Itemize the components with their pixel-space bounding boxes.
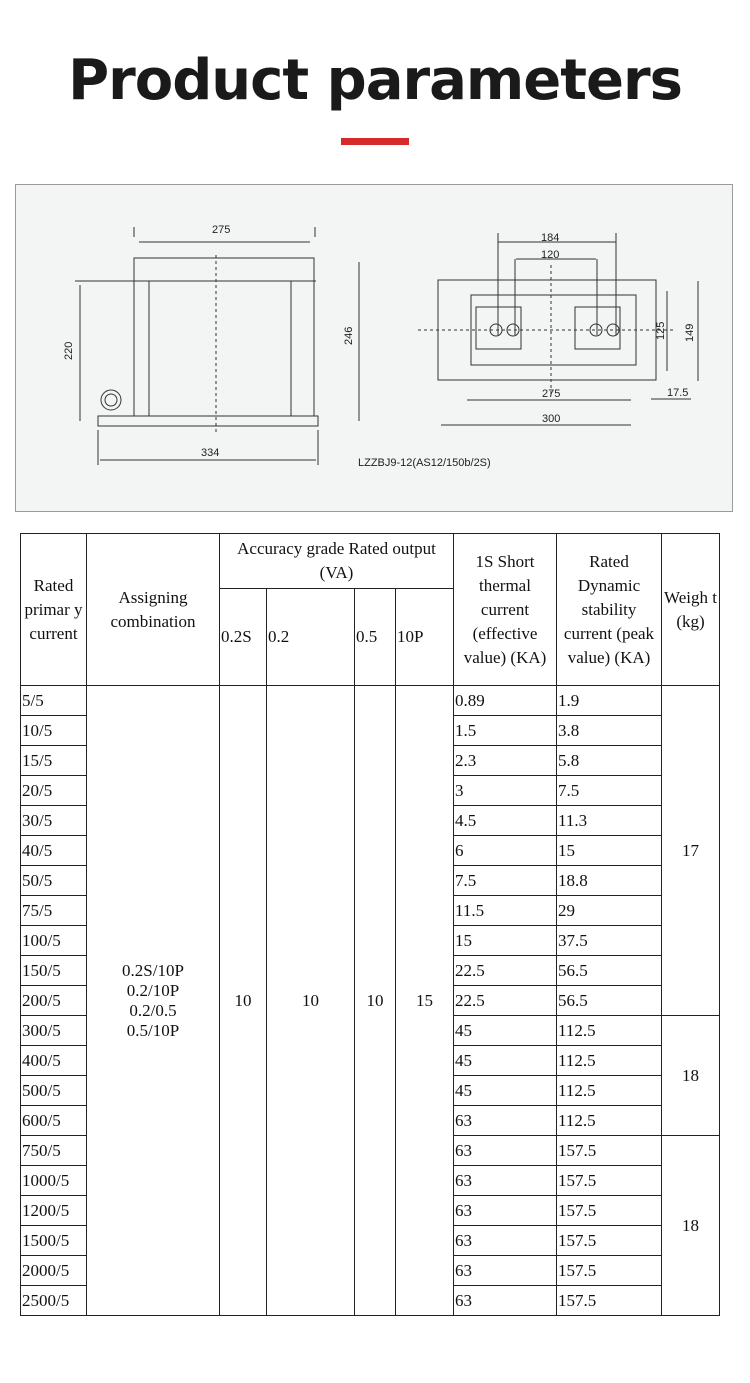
rated-primary-cell: 100/5 [21, 926, 87, 956]
dynamic-current-cell: 3.8 [557, 716, 662, 746]
dynamic-current-cell: 112.5 [557, 1076, 662, 1106]
rated-primary-cell: 600/5 [21, 1106, 87, 1136]
dynamic-current-cell: 18.8 [557, 866, 662, 896]
rated-primary-cell: 200/5 [21, 986, 87, 1016]
rated-primary-cell: 1000/5 [21, 1166, 87, 1196]
rated-primary-cell: 300/5 [21, 1016, 87, 1046]
accuracy-output-cell: 10 [267, 686, 355, 1316]
dynamic-current-cell: 5.8 [557, 746, 662, 776]
parameters-table [20, 533, 720, 1316]
dim-front-height-right: 246 [343, 326, 355, 345]
rated-primary-cell: 15/5 [21, 746, 87, 776]
dim-side-outer: 184 [541, 232, 560, 244]
dim-side-h2: 149 [684, 323, 696, 342]
thermal-current-cell: 15 [454, 926, 557, 956]
thermal-current-cell: 6 [454, 836, 557, 866]
dynamic-current-cell: 56.5 [557, 986, 662, 1016]
dynamic-current-cell: 37.5 [557, 926, 662, 956]
dynamic-current-cell: 1.9 [557, 686, 662, 716]
rated-primary-cell: 40/5 [21, 836, 87, 866]
thermal-current-cell: 63 [454, 1286, 557, 1316]
dynamic-current-cell: 157.5 [557, 1196, 662, 1226]
dim-side-w2: 300 [542, 413, 561, 425]
header-acc-0.5: 0.5 [355, 589, 396, 686]
accuracy-output-cell: 10 [220, 686, 267, 1316]
dim-side-offset: 17.5 [667, 387, 689, 399]
rated-primary-cell: 1200/5 [21, 1196, 87, 1226]
thermal-current-cell: 4.5 [454, 806, 557, 836]
rated-primary-cell: 2000/5 [21, 1256, 87, 1286]
dynamic-current-cell: 56.5 [557, 956, 662, 986]
thermal-current-cell: 0.89 [454, 686, 557, 716]
dynamic-current-cell: 157.5 [557, 1286, 662, 1316]
dim-side-h1: 125 [655, 321, 667, 340]
thermal-current-cell: 63 [454, 1166, 557, 1196]
dim-front-width: 275 [212, 224, 231, 236]
weight-cell: 18 [662, 1136, 720, 1316]
rated-primary-cell: 500/5 [21, 1076, 87, 1106]
header-dynamic: Rated Dynamic stability current (peak value) (KA) [557, 534, 662, 686]
thermal-current-cell: 63 [454, 1136, 557, 1166]
page-title: Product parameters [68, 48, 682, 113]
side-view [418, 232, 698, 425]
assigning-combination-cell: 0.2S/10P 0.2/10P 0.2/0.5 0.5/10P [87, 686, 220, 1316]
thermal-current-cell: 63 [454, 1106, 557, 1136]
header-assigning: Assigning combination [87, 534, 220, 686]
dim-front-base: 334 [201, 447, 220, 459]
dynamic-current-cell: 157.5 [557, 1226, 662, 1256]
thermal-current-cell: 22.5 [454, 986, 557, 1016]
header-acc-0.2S: 0.2S [220, 589, 267, 686]
model-label: LZZBJ9-12(AS12/150b/2S) [358, 457, 491, 469]
thermal-current-cell: 22.5 [454, 956, 557, 986]
rated-primary-cell: 2500/5 [21, 1286, 87, 1316]
rated-primary-cell: 50/5 [21, 866, 87, 896]
thermal-current-cell: 63 [454, 1226, 557, 1256]
rated-primary-cell: 10/5 [21, 716, 87, 746]
thermal-current-cell: 1.5 [454, 716, 557, 746]
dim-side-w1: 275 [542, 388, 561, 400]
title-underline [341, 138, 409, 145]
thermal-current-cell: 3 [454, 776, 557, 806]
dim-front-height-left: 220 [63, 341, 75, 360]
dynamic-current-cell: 157.5 [557, 1166, 662, 1196]
thermal-current-cell: 7.5 [454, 866, 557, 896]
dim-side-inner: 120 [541, 249, 560, 261]
dynamic-current-cell: 112.5 [557, 1106, 662, 1136]
header-rated-primary: Rated primar y current [21, 534, 87, 686]
dimension-drawing [15, 184, 733, 512]
front-view [63, 224, 359, 465]
thermal-current-cell: 2.3 [454, 746, 557, 776]
weight-cell: 18 [662, 1016, 720, 1136]
dynamic-current-cell: 7.5 [557, 776, 662, 806]
header-thermal: 1S Short thermal current (effective value) (KA) [454, 534, 557, 686]
header-acc-0.2: 0.2 [267, 589, 355, 686]
rated-primary-cell: 750/5 [21, 1136, 87, 1166]
header-acc-10P: 10P [396, 589, 454, 686]
dynamic-current-cell: 29 [557, 896, 662, 926]
thermal-current-cell: 45 [454, 1016, 557, 1046]
rated-primary-cell: 20/5 [21, 776, 87, 806]
thermal-current-cell: 45 [454, 1076, 557, 1106]
thermal-current-cell: 63 [454, 1196, 557, 1226]
accuracy-output-cell: 10 [355, 686, 396, 1316]
accuracy-output-cell: 15 [396, 686, 454, 1316]
rated-primary-cell: 150/5 [21, 956, 87, 986]
dynamic-current-cell: 11.3 [557, 806, 662, 836]
thermal-current-cell: 11.5 [454, 896, 557, 926]
thermal-current-cell: 45 [454, 1046, 557, 1076]
dynamic-current-cell: 15 [557, 836, 662, 866]
weight-cell: 17 [662, 686, 720, 1016]
rated-primary-cell: 5/5 [21, 686, 87, 716]
rated-primary-cell: 30/5 [21, 806, 87, 836]
header-accuracy-group: Accuracy grade Rated output (VA) [220, 534, 454, 589]
thermal-current-cell: 63 [454, 1256, 557, 1286]
rated-primary-cell: 400/5 [21, 1046, 87, 1076]
dynamic-current-cell: 112.5 [557, 1046, 662, 1076]
dynamic-current-cell: 157.5 [557, 1136, 662, 1166]
rated-primary-cell: 75/5 [21, 896, 87, 926]
dynamic-current-cell: 157.5 [557, 1256, 662, 1286]
table-row [21, 686, 720, 716]
dynamic-current-cell: 112.5 [557, 1016, 662, 1046]
header-weight: Weigh t (kg) [662, 534, 720, 686]
rated-primary-cell: 1500/5 [21, 1226, 87, 1256]
